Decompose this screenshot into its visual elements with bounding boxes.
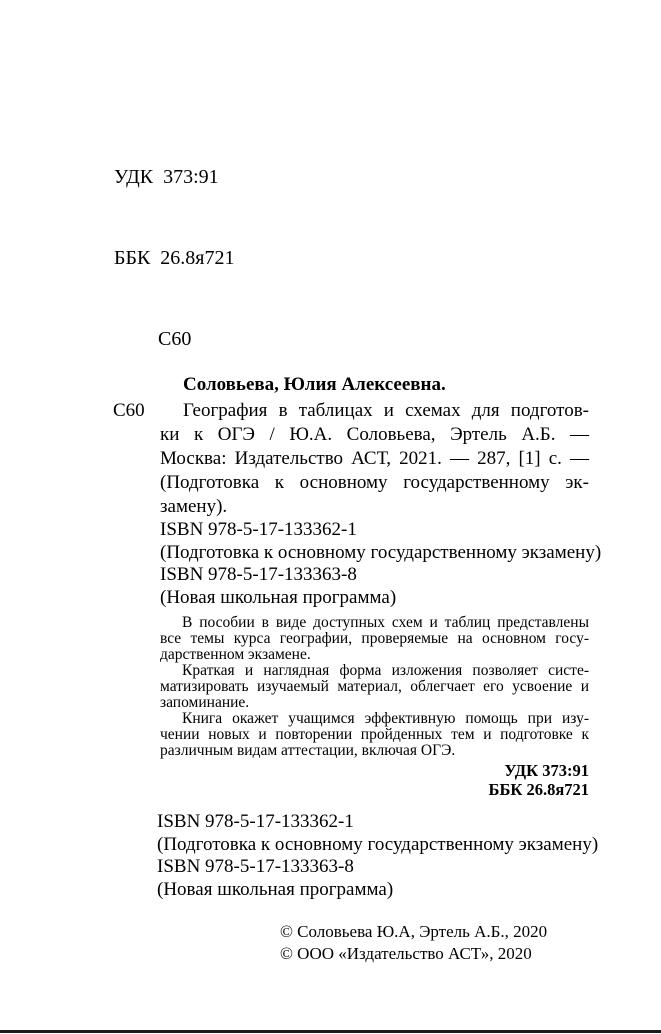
isbn-line: ISBN 978-5-17-133363-8 (160, 564, 357, 585)
isbn-line: ISBN 978-5-17-133363-8 (157, 856, 354, 877)
isbn-block (160, 519, 602, 609)
annotation-paragraph (160, 615, 589, 663)
annotation-line: чении новых и повторении пройденных тем и подготовке к (160, 726, 589, 743)
annotation (160, 615, 589, 759)
annotation-line: дарственном экзамене. (160, 646, 311, 663)
annotation-line: В пособии в виде доступных схем и таблиц представлены (182, 614, 589, 631)
copyright-block (280, 921, 589, 965)
udk-code-top: УДК 373:91 (114, 166, 219, 188)
bib-description (160, 399, 589, 519)
isbn-line: ISBN 978-5-17-133362-1 (157, 811, 354, 832)
bib-description-line: География в таблицах и схемах для подготов- (183, 400, 589, 421)
annotation-line: все темы курса географии, проверяемые на основном госу- (160, 630, 589, 647)
author-heading: Соловьева, Юлия Алексеевна. (183, 374, 446, 395)
isbn-line: (Новая школьная программа) (157, 878, 394, 900)
copyright-line: © ООО «Издательство АСТ», 2020 (280, 944, 532, 963)
bbk-code-right: ББК 26.8я721 (488, 780, 589, 799)
isbn-line: ISBN 978-5-17-133362-1 (160, 519, 357, 540)
annotation-line: запоминание. (160, 694, 250, 711)
annotation-paragraph (160, 663, 589, 711)
margin-author-sign: С60 (113, 400, 145, 421)
annotation-line: Краткая и наглядная форма изложения позволяет систе- (182, 662, 589, 679)
isbn-line: (Подготовка к основному государственному экзамену) (160, 541, 602, 563)
right-codes (160, 761, 589, 799)
classification-block (114, 110, 235, 407)
annotation-line: матизировать изучаемый материал, облегчает его усвоение и (160, 678, 589, 695)
bottom-isbn-block (157, 811, 599, 901)
udk-code-right: УДК 373:91 (504, 761, 589, 780)
imprint-column (113, 372, 602, 965)
bib-entry (113, 399, 589, 519)
annotation-line: Книга окажет учащимся эффективную помощь при изу- (182, 710, 589, 727)
isbn-line: (Подготовка к основному государственному экзамену) (157, 833, 599, 855)
annotation-paragraph (160, 711, 589, 759)
page-edge-line (0, 1030, 661, 1033)
bib-description-line: замену). (160, 496, 228, 517)
author-sign-code: С60 (158, 328, 192, 350)
bib-description-line: (Подготовка к основному государственному эк- (160, 472, 589, 493)
bbk-code-top: ББК 26.8я721 (114, 247, 235, 269)
isbn-line: (Новая школьная программа) (160, 586, 397, 608)
bib-description-line: ки к ОГЭ / Ю.А. Соловьева, Эртель А.Б. — (160, 424, 589, 445)
annotation-line: различным видам аттестации, включая ОГЭ. (160, 742, 456, 759)
bib-description-line: Москва: Издательство АСТ, 2021. — 287, [1] с. — (160, 448, 589, 469)
copyright-line: © Соловьева Ю.А, Эртель А.Б., 2020 (280, 922, 548, 941)
